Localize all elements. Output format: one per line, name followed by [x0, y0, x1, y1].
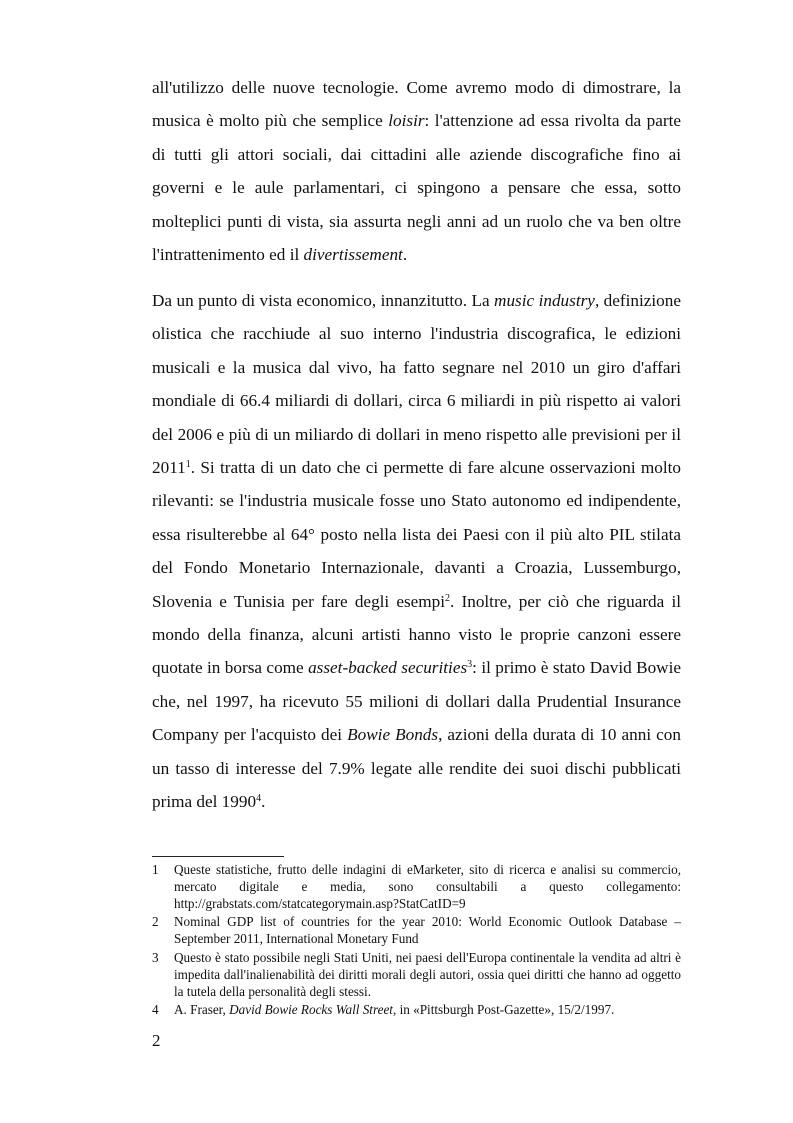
footnote-ref-2[interactable]: 2: [445, 592, 451, 604]
footnote-number: 4: [152, 1002, 159, 1018]
text-run: , in «Pittsburgh Post-Gazette», 15/2/1997.: [392, 1002, 615, 1018]
text-run: , azioni della durata di 10 anni con un tasso di interesse del 7.9% legate alle rendite dei suoi dischi pubblicati prima del 1990: [152, 725, 681, 812]
body-paragraph-2: [152, 284, 681, 819]
footnote-number: 2: [152, 914, 159, 930]
text-run: A. Fraser,: [174, 1002, 230, 1018]
footnote-text: Nominal GDP list of countries for the year 2010: World Economic Outlook Database – September 2011, International Monetary Fund: [174, 914, 681, 947]
text-run: : l'attenzione ad essa rivolta da parte di tutti gli attori sociali, dai cittadini alle aziende discografiche fino ai governi e le aule parlamentari, ci spingono a pensare che essa, sotto molteplici punti di vista, sia assurta negli anni ad un ruolo che va ben oltre l'intrattenimento ed il: [152, 111, 681, 265]
body-paragraph-1: [152, 71, 681, 271]
footnote-4: [152, 1002, 681, 1019]
italic-term-loisir: loisir: [388, 111, 425, 131]
text-run: .: [402, 245, 408, 265]
text-run: Da un punto di vista economico, innanzitutto. La: [152, 291, 495, 310]
footnote-text: [174, 1002, 681, 1019]
italic-term-asset-backed-securities: asset-backed securities: [308, 658, 468, 678]
page-number: 2: [152, 1031, 161, 1050]
italic-term-music-industry: music industry: [494, 291, 595, 310]
italic-term-divertissement: divertissement: [303, 245, 403, 265]
footnote-1: [152, 862, 681, 912]
footnote-ref-1[interactable]: 1: [185, 459, 191, 471]
footnote-text: Queste statistiche, frutto delle indagini di eMarketer, sito di ricerca e analisi su commercio, mercato digitale e media, sono consultabili a questo collegamento: http://grabstats.com/statcategorymain.asp?StatCatID=9: [174, 862, 681, 911]
footnote-separator: [152, 856, 284, 857]
italic-term-bowie-bonds: Bowie Bonds: [347, 725, 439, 745]
footnote-2: [152, 914, 681, 948]
footnote-text: Questo è stato possibile negli Stati Uniti, nei paesi dell'Europa continentale la vendita ad altri è impedita dall'inalienabilità dei diritti morali degli autori, ossia quei diritti che hanno ad oggetto la tutela della personalità degli stessi.: [174, 949, 681, 999]
italic-title: David Bowie Rocks Wall Street: [229, 1002, 393, 1018]
text-run: , definizione olistica che racchiude al suo interno l'industria discografica, le edizioni musicali e la musica dal vivo, ha fatto segnare nel 2010 un giro d'affari mondiale di 66.4 miliardi di dollari, circa 6 miliardi in più rispetto ai valori del 2006 e più di un miliardo di dollari in meno rispetto alle previsioni per il 2011: [152, 291, 681, 478]
text-run: . Si tratta di un dato che ci permette di fare alcune osservazioni molto rilevanti: se l'industria musicale fosse uno Stato autonomo ed indipendente, essa risulterebbe al 64° posto nella lista dei Paesi con il più alto PIL stilata del Fondo Monetario Internazionale, davanti a Croazia, Lussemburgo, Slovenia e Tunisia per fare degli esempi: [152, 458, 681, 611]
footnote-ref-4[interactable]: 4: [256, 793, 262, 805]
footnotes: [152, 862, 681, 1021]
text-run: .: [261, 792, 266, 812]
footnote-ref-3[interactable]: 3: [467, 659, 473, 671]
footnote-number: 1: [152, 862, 159, 877]
footnote-3: [152, 950, 681, 1000]
text-run: . Inoltre, per ciò che riguarda il mondo della finanza, alcuni artisti hanno visto le proprie canzoni essere quotate in borsa come: [152, 591, 681, 678]
footnote-number: 3: [152, 949, 159, 965]
text-run: : il primo è stato David Bowie che, nel 1997, ha ricevuto 55 milioni di dollari dalla Prudential Insurance Company per l'acquisto dei: [152, 658, 681, 745]
text-run: all'utilizzo delle nuove tecnologie. Come avremo modo di dimostrare, la musica è molto più che semplice: [152, 78, 681, 131]
